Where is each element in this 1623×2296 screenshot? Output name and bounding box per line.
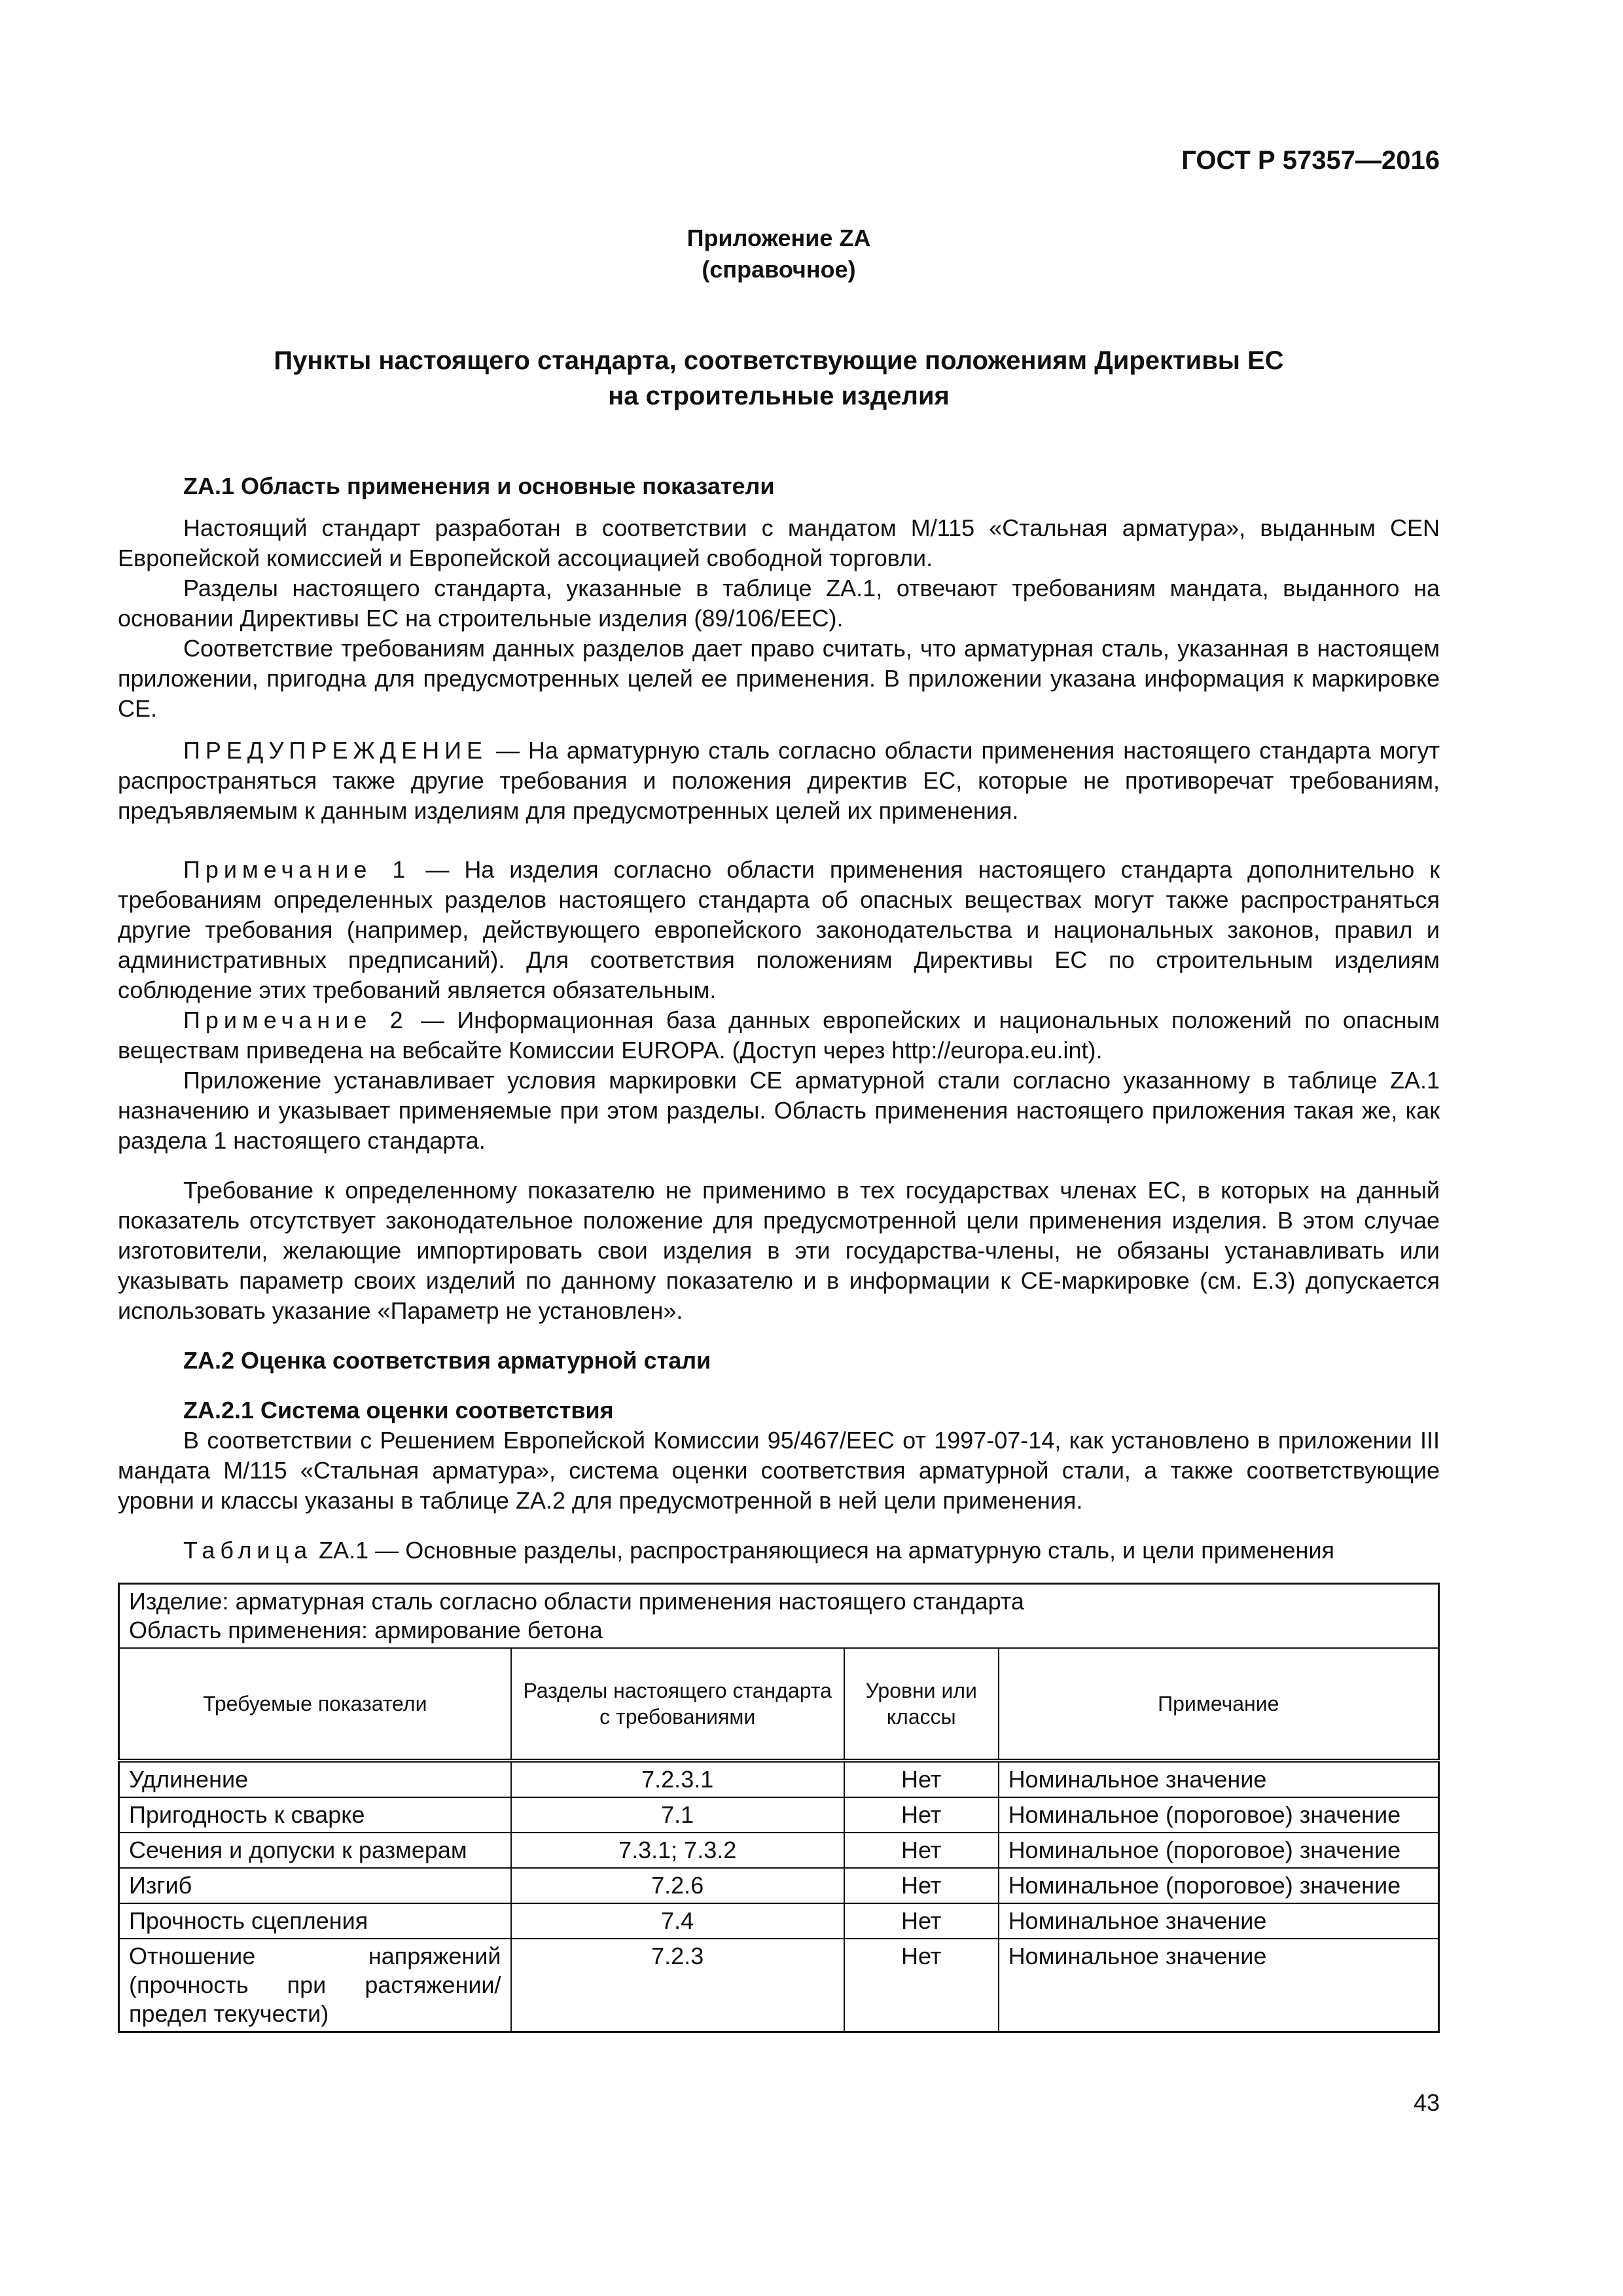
table-cell: 7.2.6 — [511, 1868, 844, 1903]
za1-paragraph-5: Требование к определенному показателю не применимо в тех государствах членах ЕС, в которых на данный показатель отсутствует законодательное положение для предусмотренной цели применения изделия. В этом случае изготовители, желающие импортировать свои изделия в эти государства-члены, не обязаны устанавливать или указывать параметр своих изделий по данному показателю и в информации к СЕ-маркировке (см. Е.3) допускается использовать указание «Параметр не установлен». — [118, 1177, 1440, 1324]
table-row — [119, 1903, 1439, 1939]
section-za2-heading: ZA.2 Оценка соответствия арматурной стали — [183, 1347, 711, 1374]
table-header-row — [119, 1648, 1439, 1761]
table-cell: Нет — [844, 1833, 999, 1868]
za1-paragraph-1: Настоящий стандарт разработан в соответствии с мандатом М/115 «Стальная арматура», выданным CEN Европейской комиссией и Европейской ассоциацией свободной торговли. — [118, 514, 1440, 571]
table-cell: Номинальное (пороговое) значение — [999, 1868, 1439, 1903]
za1-paragraph-4: Приложение устанавливает условия маркировки СЕ арматурной стали согласно указанному в таблице ZA.1 назначению и указывает применяемые при этом разделы. Область применения настоящего приложения такая же, как раздела 1 настоящего стандарта. — [118, 1067, 1440, 1154]
page-number: 43 — [1413, 2089, 1440, 2116]
table-product-line: Изделие: арматурная сталь согласно области применения настоящего стандарта — [129, 1588, 1024, 1615]
table-cell: 7.2.3.1 — [511, 1761, 844, 1797]
table-cell: Изгиб — [119, 1868, 511, 1903]
table-za1 — [118, 1583, 1440, 2033]
table-cell: Нет — [844, 1797, 999, 1833]
table-cell: 7.2.3 — [511, 1939, 844, 2032]
table-cell: 7.3.1; 7.3.2 — [511, 1833, 844, 1868]
table-cell: Номинальное значение — [999, 1761, 1439, 1797]
table-cell: Пригодность к сварке — [119, 1797, 511, 1833]
table-cell: Нет — [844, 1939, 999, 2032]
title-line-2: на строительные изделия — [608, 382, 950, 410]
table-row — [119, 1797, 1439, 1833]
document-body — [118, 471, 1440, 2033]
table-row — [119, 1939, 1439, 2032]
appendix-label: Приложение ZA — [687, 224, 871, 251]
table-caption — [118, 1535, 1440, 1566]
warning-paragraph — [118, 736, 1440, 826]
note-1 — [118, 855, 1440, 1005]
warning-label: ПРЕДУПРЕЖДЕНИЕ — [183, 737, 488, 764]
note-1-text: — На изделия согласно области применения настоящего стандарта дополнительно к требованиям определенных разделов настоящего стандарта об опасных веществах могут также распространяться другие требования (например, действующего европейского законодательства и национальных законов, правил и административных предписаний). Для соответствия положениям Директивы ЕС по строительным изделиям соблюдение этих требований является обязательным. — [118, 856, 1440, 1003]
column-header: Разделы настоящего стандарта с требованиями — [511, 1648, 844, 1761]
table-cell: Нет — [844, 1868, 999, 1903]
note-1-label: Примечание 1 — [183, 856, 411, 883]
table-caption-text: ZA.1 — Основные разделы, распространяющиеся на арматурную сталь, и цели применения — [312, 1537, 1335, 1564]
table-product-cell — [119, 1584, 1439, 1649]
section-za21-heading: ZA.2.1 Система оценки соответствия — [183, 1397, 614, 1424]
table-cell: Номинальное значение — [999, 1903, 1439, 1939]
za1-paragraph-3: Соответствие требованиям данных разделов дает право считать, что арматурная сталь, указанная в настоящем приложении, пригодна для предусмотренных целей ее применения. В приложении указана информация к маркировке СЕ. — [118, 635, 1440, 722]
table-cell: Прочность сцепления — [119, 1903, 511, 1939]
table-cell: Нет — [844, 1903, 999, 1939]
table-cell: Сечения и допуски к размерам — [119, 1833, 511, 1868]
column-header: Требуемые показатели — [119, 1648, 511, 1761]
column-header: Примечание — [999, 1648, 1439, 1761]
appendix-title — [118, 343, 1440, 414]
title-line-1: Пункты настоящего стандарта, соответствующие положениям Директивы ЕС — [274, 346, 1284, 375]
appendix-heading — [118, 223, 1440, 285]
za1-paragraph-2: Разделы настоящего стандарта, указанные в таблице ZA.1, отвечают требованиям мандата, выданного на основании Директивы ЕС на строительные изделия (89/106/ЕЕС). — [118, 575, 1440, 632]
note-2 — [118, 1005, 1440, 1066]
note-2-text: — Информационная база данных европейских и национальных положений по опасным веществам приведена на вебсайте Комиссии EUROPA. (Доступ через http://europa.eu.int). — [118, 1007, 1440, 1064]
table-cell: 7.4 — [511, 1903, 844, 1939]
table-cell: Номинальное значение — [999, 1939, 1439, 2032]
section-za1-heading: ZA.1 Область применения и основные показатели — [183, 473, 775, 499]
appendix-status: (справочное) — [702, 256, 856, 283]
table-cell: Отношение напряжений (прочность при растяжении/предел текучести) — [119, 1939, 511, 2032]
table-row — [119, 1833, 1439, 1868]
warning-text: — На арматурную сталь согласно области применения настоящего стандарта могут распространяться также другие требования и положения директив ЕС, которые не противоречат требованиям, предъявляемым к данным изделиям для предусмотренных целей их применения. — [118, 737, 1440, 824]
column-header: Уровни или классы — [844, 1648, 999, 1761]
standard-code: ГОСТ Р 57357—2016 — [1181, 146, 1440, 175]
table-cell: 7.1 — [511, 1797, 844, 1833]
table-cell: Нет — [844, 1761, 999, 1797]
table-row — [119, 1761, 1439, 1797]
table-cell: Номинальное (пороговое) значение — [999, 1797, 1439, 1833]
za2-paragraph-1: В соответствии с Решением Европейской Комиссии 95/467/ЕЕС от 1997-07-14, как установлено в приложении III мандата М/115 «Стальная арматура», система оценки соответствия арматурной стали, а также соответствующие уровни и классы указаны в таблице ZA.2 для предусмотренной в ней цели применения. — [118, 1427, 1440, 1514]
note-2-label: Примечание 2 — [183, 1007, 408, 1033]
table-scope-line: Область применения: армирование бетона — [129, 1617, 603, 1643]
table-caption-label: Таблица — [183, 1537, 313, 1564]
table-row — [119, 1868, 1439, 1903]
table-cell: Номинальное (пороговое) значение — [999, 1833, 1439, 1868]
table-cell: Удлинение — [119, 1761, 511, 1797]
